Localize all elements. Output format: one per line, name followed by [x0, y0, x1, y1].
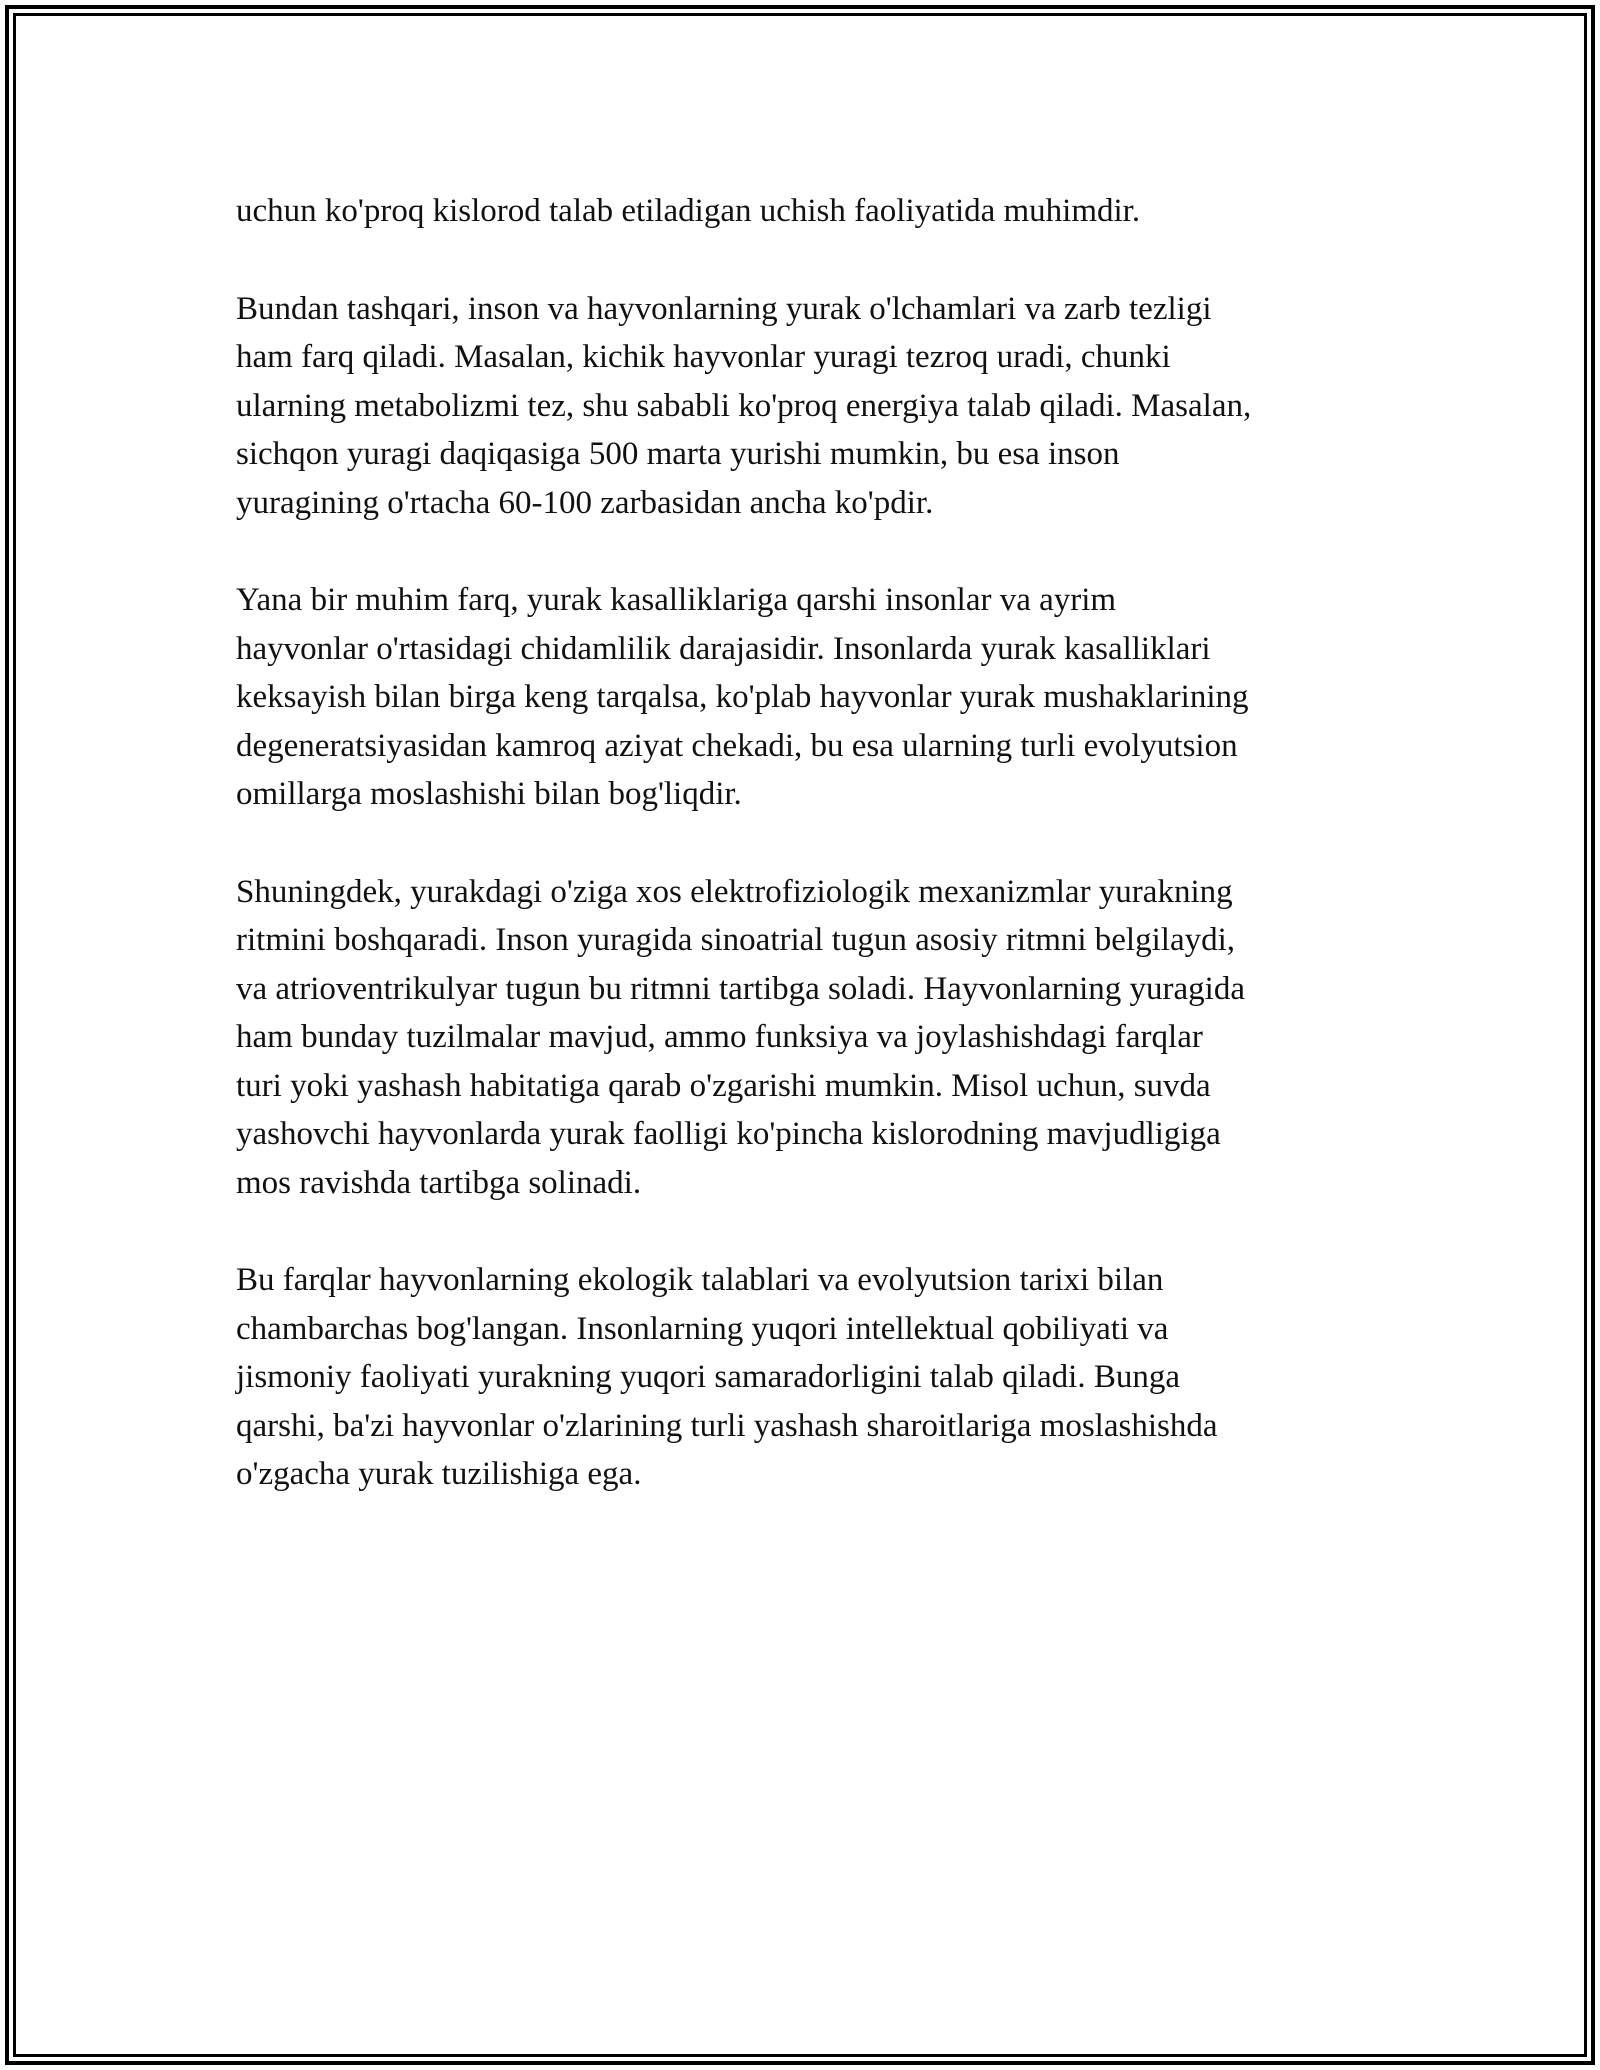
- paragraph-evolutionary-history: [236, 1256, 1376, 1499]
- text-line: omillarga moslashishi bilan bog'liqdir.: [236, 776, 742, 812]
- text-line: Yana bir muhim farq, yurak kasalliklariga qarshi insonlar va ayrim: [236, 582, 1117, 618]
- text-line: yuragining o'rtacha 60-100 zarbasidan ancha ko'pdir.: [236, 484, 934, 521]
- text-line: chambarchas bog'langan. Insonlarning yuqori intellektual qobiliyati va: [236, 1310, 1169, 1347]
- text-line: hayvonlar o'rtasidagi chidamlilik darajasidir. Insonlarda yurak kasalliklari: [236, 630, 1211, 667]
- paragraph-electrophysiology: [236, 868, 1376, 1208]
- text-line: yashovchi hayvonlarda yurak faolligi ko'pincha kislorodning mavjudligiga: [236, 1116, 1221, 1152]
- text-line: Bundan tashqari, inson va hayvonlarning yurak o'lchamlari va zarb tezligi: [236, 290, 1212, 327]
- text-line: va atrioventrikulyar tugun bu ritmni tartibga soladi. Hayvonlarning yuragida: [236, 970, 1245, 1007]
- text-line: ularning metabolizmi tez, shu sababli ko'proq energiya talab qiladi. Masalan,: [236, 387, 1252, 424]
- text-line: turi yoki yashash habitatiga qarab o'zgarishi mumkin. Misol uchun, suvda: [236, 1067, 1211, 1104]
- text-line: Shuningdek, yurakdagi o'ziga xos elektrofiziologik mexanizmlar yurakning: [236, 873, 1233, 910]
- text-line: uchun ko'proq kislorod talab etiladigan uchish faoliyatida muhimdir.: [236, 193, 1141, 229]
- text-line: ritmini boshqaradi. Inson yuragida sinoatrial tugun asosiy ritmni belgilaydi,: [236, 922, 1236, 958]
- text-line: mos ravishda tartibga solinadi.: [236, 1164, 642, 1201]
- paragraph-heart-size-rate: [236, 285, 1376, 528]
- paragraph-continuation: [236, 187, 1376, 236]
- text-line: degeneratsiyasidan kamroq aziyat chekadi, bu esa ularning turli evolyutsion: [236, 727, 1238, 764]
- text-line: o'zgacha yurak tuzilishiga ega.: [236, 1456, 642, 1492]
- text-line: ham bunday tuzilmalar mavjud, ammo funksiya va joylashishdagi farqlar: [236, 1019, 1203, 1055]
- text-line: Bu farqlar hayvonlarning ekologik talablari va evolyutsion tarixi bilan: [236, 1262, 1164, 1298]
- paragraph-disease-resistance: [236, 576, 1376, 819]
- text-line: jismoniy faoliyati yurakning yuqori samaradorligini talab qiladi. Bunga: [236, 1359, 1180, 1395]
- text-line: qarshi, ba'zi hayvonlar o'zlarining turli yashash sharoitlariga moslashishda: [236, 1407, 1218, 1444]
- text-line: keksayish bilan birga keng tarqalsa, ko'plab hayvonlar yurak mushaklarining: [236, 679, 1249, 715]
- text-line: sichqon yuragi daqiqasiga 500 marta yurishi mumkin, bu esa inson: [236, 436, 1120, 472]
- text-line: ham farq qiladi. Masalan, kichik hayvonlar yuragi tezroq uradi, chunki: [236, 339, 1171, 375]
- document-body: [236, 187, 1376, 1548]
